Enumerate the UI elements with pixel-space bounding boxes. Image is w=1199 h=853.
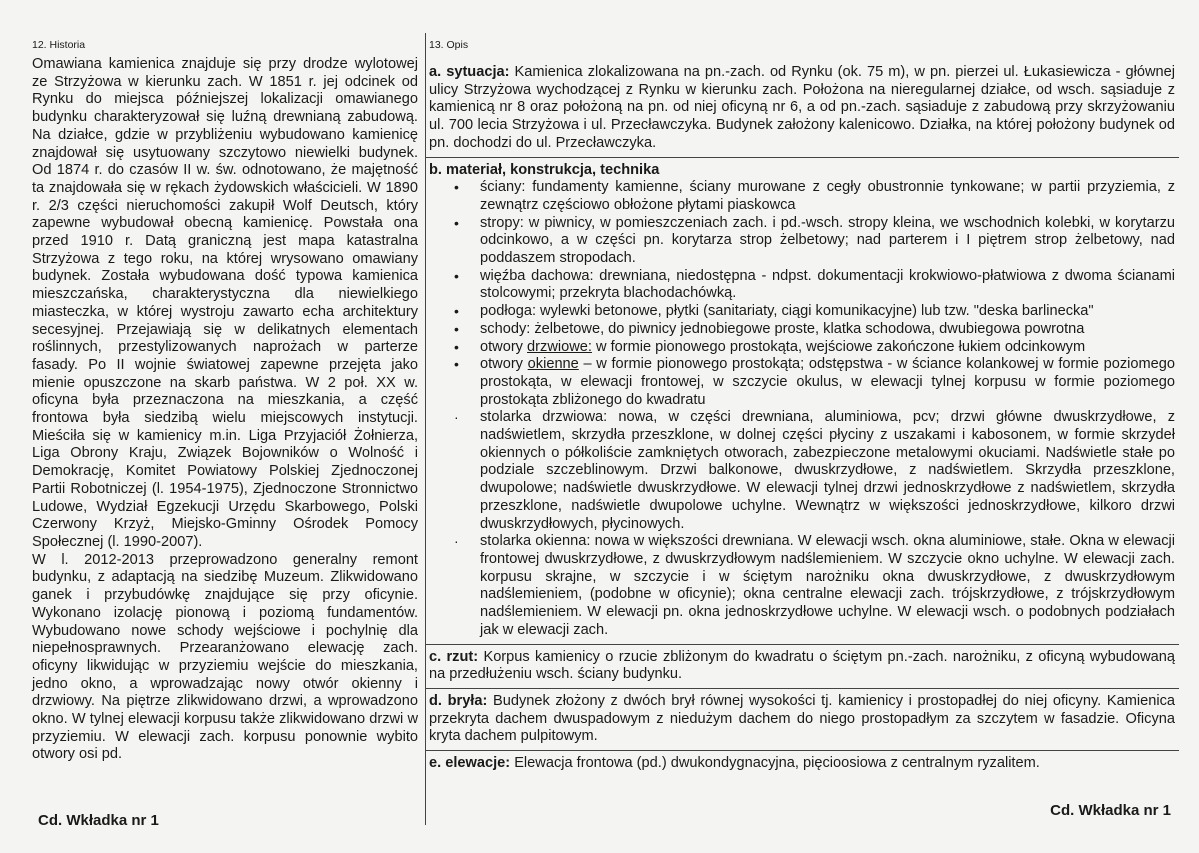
list-item-text: ściany: fundamenty kamienne, ściany murowane z cegły obustronnie tynkowane; w partii przyziemia, z zewnątrz częściowo obłożone płytami piaskowca <box>480 179 1175 213</box>
underlined-term: okienne <box>527 356 579 373</box>
list-item <box>454 214 1175 268</box>
material-list <box>429 179 1175 639</box>
bullet-icon: • <box>454 356 459 373</box>
section-a-situation <box>429 64 1175 153</box>
bullet-icon: • <box>454 214 459 231</box>
history-column <box>32 38 418 764</box>
list-item <box>454 356 1175 409</box>
divider <box>425 750 1179 751</box>
list-item <box>454 409 1175 533</box>
list-item <box>454 533 1175 639</box>
section-d-mass <box>429 693 1175 746</box>
list-item-text: otwory <box>480 338 528 355</box>
description-continuation-note: Cd. Wkładka nr 1 <box>1050 802 1171 819</box>
divider <box>425 688 1179 689</box>
section-a-text: Kamienica zlokalizowana na pn.-zach. od Rynku (ok. 75 m), w pn. pierzei ul. Łukasiewicza - głównej ulicy Strzyżowa wychodzącej z Rynku w kierunku zach. Położona na nieregularnej działce, od wsch. sąsiaduje z kamienicą nr 8 oraz położoną na pn. od niej oficyną nr 6, a od pn.-zach. sąsiaduje z zabudową przy skrzyżowaniu ul. 700 lecia Strzyżowa i ul. Przecławczyka. Budynek założony kalenicowo. Działka, na której położony budynek od pn. dochodzi do ul. Przecławczyka. <box>429 64 1175 151</box>
history-continuation-note: Cd. Wkładka nr 1 <box>38 812 159 829</box>
history-paragraph-1: Omawiana kamienica znajduje się przy drodze wylotowej ze Strzyżowa w kierunku zach. W 1851 r. jej odcinek od Rynku do miejsca późniejszej lokalizacji omawianego budynku charakteryzował się luźną drewnianą zabudową. Na działce, gdzie w przybliżeniu wybudowano kamienicę znajdował się usytuowany szczytowo niewielki budynek. Od 1874 r. do czasów II w. św. odnotowano, że majętność ta znajdowała się w rękach żydowskich właścicieli. W 1890 r. 2/3 części nieruchomości zakupił Wolf Deutsch, który zapewne wybudował obecną kamienicę. Powstała ona przed 1910 r. Datą graniczną jest mapa katastralna Strzyżowa z tego roku, na której wrysowano omawiany budynek. Została wybudowana dość typowa kamienica mieszczańska, charakterystyczna dla niewielkiego miasteczka, w której wystroju zawarto echa architektury secesyjnej. Przejawiają się w delikatnych elementach roślinnych, przestylizowanych naprożach w parterze fasady. Po II wojnie światowej zapewne przejęta jako mienie opuszczone na skarb państwa. W 2 poł. XX w. oficyna była przeznaczona na mieszkania, a część frontowa była siedzibą wielu miejscowych instytucji. Mieściła się w kamienicy m.in. Liga Przyjaciół Żołnierza, Liga Obrony Kraju, Związek Bojowników o Wolność i Demokrację, Komitet Powiatowy Polskiej Zjednoczonej Partii Robotniczej (l. 1954-1975), Zjednoczone Stronnictwo Ludowe, Wydział Egzekucji Urzędu Skarbowego, Polski Czerwony Krzyż, Miejsko-Gminny Ośrodek Pomocy Społecznej (l. 1990-2007). <box>32 56 418 550</box>
section-e-text: Elewacja frontowa (pd.) dwukondygnacyjna, pięcioosiowa z centralnym ryzalitem. <box>510 755 1040 772</box>
history-title: 12. Historia <box>32 39 86 51</box>
list-item <box>454 303 1175 321</box>
section-d-heading: d. bryła: <box>429 692 488 709</box>
bullet-icon: • <box>454 267 459 284</box>
list-item-text: schody: żelbetowe, do piwnicy jednobiegowe proste, klatka schodowa, dwubiegowa powrotna <box>480 320 1085 337</box>
section-d-text: Budynek złożony z dwóch brył równej wysokości tj. kamienicy i prostopadłej do niej oficyny. Kamienica przekryta dachem dwuspadowym z niedużym dachem do niego prostopadłym za szczytem w fasadzie. Oficyna kryta dachem pulpitowym. <box>429 692 1176 745</box>
column-divider <box>425 33 426 825</box>
section-c-plan <box>429 649 1175 684</box>
list-item-text: stolarka drzwiowa: nowa, w części drewniana, aluminiowa, pcv; drzwi główne dwuskrzydłowe, z nadświetlem, skrzydła przeszklone, w dolnej części płyciny z uszakami i kabosonem, w formie skrzydeł okiennych o półkoliście zamkniętych otworach, zabezpieczone metalowymi okuciami. Nadświetle stałe po podziale szczeblinowym. Drzwi balkonowe, dwuskrzydłowe, z nadświetlem. Skrzydła przeszklone, dwupolowe; nadświetle dwuskrzydłowe. W elewacji tylnej drzwi jednoskrzydłowe z nadświetlem, skrzydła przeszklone, nadświetle dwupolowe uchylne. Wewnątrz w większości jednoskrzydłowe, kilkoro drzwi dwuskrzydłowych, płycinowych. <box>480 409 1175 532</box>
history-paragraph-2: W l. 2012-2013 przeprowadzono generalny remont budynku, z adaptacją na siedzibę Muzeum. Zlikwidowano ganek i przybudówkę znajdujące się przy oficynie. Wykonano izolację pionową i poziomą fundamentów. Wybudowano nowe schody wejściowe i pochylnię dla niepełnosprawnych. Przearanżowano elewację zach. oficyny likwidując w przyziemiu wejście do mieszkania, jedno okno, a wprowadzając nowy otwór okienny i drzwiowy. Na piętrze zlikwidowano drzwi, a wprowadzono okno. W tylnej elewacji korpusu także zlikwidowano drzwi w przyziemiu. W elewacji zach. korpusu ponownie wybito otwory osi pd. <box>32 551 418 763</box>
section-e-heading: e. elewacje: <box>429 755 511 772</box>
bullet-icon: · <box>454 533 459 550</box>
bullet-icon: • <box>454 320 459 337</box>
section-b-material <box>429 162 1175 640</box>
list-item-text: więźba dachowa: drewniana, niedostępna - ndpst. dokumentacji krokwiowo-płatwiowa z dwoma ścianami stolcowymi; przekryta blachodachówką. <box>480 267 1175 302</box>
description-title: 13. Opis <box>429 39 469 51</box>
section-b-heading: b. materiał, konstrukcja, technika <box>429 161 660 178</box>
bullet-icon: • <box>454 303 459 320</box>
divider <box>425 157 1179 158</box>
section-c-text: Korpus kamienicy o rzucie zbliżonym do kwadratu o ściętym pn.-zach. narożniku, z oficyną wybudowaną na przedłużeniu wsch. ściany budynku. <box>429 648 1175 683</box>
bullet-icon: • <box>454 179 459 196</box>
list-item <box>454 338 1175 357</box>
section-a-heading: a. sytuacja: <box>429 64 510 80</box>
bullet-icon: · <box>454 409 459 426</box>
section-e-elevations <box>429 755 1175 773</box>
list-item-text: stolarka okienna: nowa w większości drewniana. W elewacji wsch. okna aluminiowe, stałe. Okna w elewacji frontowej dwuskrzydłowe, z dwuskrzydłowym nadślemieniem. W szczycie okno uchylne. W elewacji zach. korpusu skrajne, w szczycie i w ściętym narożniku okna dwuskrzydłowe, z dwuskrzydłowym nadślemieniem, (podobne w oficynie); okna centralne elewacji zach. trójskrzydłowe, z trójskrzydłowym nadślemieniem. W elewacji pn. okna jednoskrzydłowe uchylne. W elewacji wsch. o podobnych podziałach jak w elewacji zach. <box>480 533 1175 638</box>
divider <box>425 644 1179 645</box>
list-item-text: w formie pionowego prostokąta, wejściowe zakończone łukiem odcinkowym <box>591 338 1086 355</box>
list-item <box>454 179 1175 214</box>
list-item-text: stropy: w piwnicy, w pomieszczeniach zach. i pd.-wsch. stropy kleina, we wschodnich kolebki, w korytarzu odcinkowo, a w części pn. korytarza strop żelbetowy; nad parterem i I piętrem strop żelbetowy, nad poddaszem stropodach. <box>480 214 1175 267</box>
list-item <box>454 267 1175 303</box>
description-column <box>429 38 1175 773</box>
list-item-text: podłoga: wylewki betonowe, płytki (sanitariaty, ciągi komunikacyjne) lub tzw. "deska barlinecka" <box>480 303 1094 320</box>
bullet-icon: • <box>454 338 459 355</box>
list-item <box>454 320 1175 339</box>
underlined-term: drzwiowe: <box>527 338 592 355</box>
list-item-text: otwory <box>480 356 528 373</box>
section-c-heading: c. rzut: <box>429 648 479 665</box>
list-item-text: – w formie pionowego prostokąta; odstępstwa - w ściance kolankowej w formie poziomego prostokąta, w elewacji frontowej, w szczycie okulus, w elewacji tylnej korpusu w formie poziomego prostokąta zbliżonego do kwadratu <box>480 356 1175 408</box>
